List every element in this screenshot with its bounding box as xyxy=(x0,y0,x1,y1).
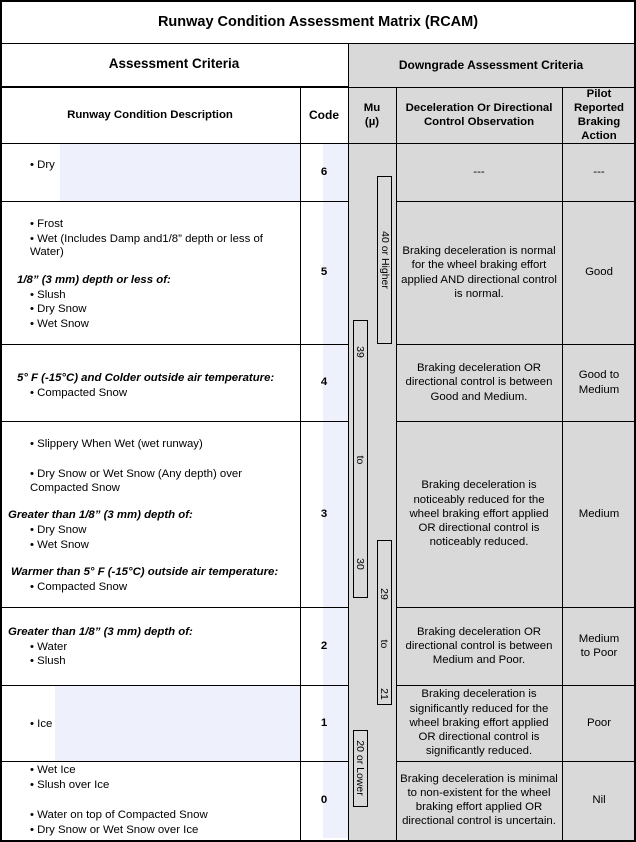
row-3-item: • Slippery When Wet (wet runway) xyxy=(30,438,203,450)
column-header-description: Runway Condition Description xyxy=(67,108,233,121)
mu-lowest-label: 20 or Lower xyxy=(354,740,366,796)
row-3-item: Compacted Snow xyxy=(30,482,120,494)
row-5-heading: 1/8” (3 mm) depth or less of: xyxy=(17,274,171,286)
row-2-pilot: Medium to Poor xyxy=(578,632,620,659)
row-0-item: • Slush over Ice xyxy=(30,779,110,791)
row-2-item: • Water xyxy=(30,641,68,653)
row-3-deceleration: Braking deceleration is noticeably reduced for the wheel braking effort applied OR directional control is noticeably reduced. xyxy=(409,479,549,549)
row-5-item: Water) xyxy=(30,246,64,258)
row-2-deceleration: Braking deceleration OR directional control is between Medium and Poor. xyxy=(405,625,553,667)
mu-mid-to-label: to xyxy=(354,455,366,465)
row-0-item: • Wet Ice xyxy=(30,764,76,776)
row-6-pilot: --- xyxy=(593,166,605,179)
row-3-code: 3 xyxy=(320,507,328,520)
column-header-code: Code xyxy=(309,107,339,122)
row-5-item: • Slush xyxy=(30,289,66,301)
row-5-item: • Wet Snow xyxy=(30,318,89,330)
row-0-code: 0 xyxy=(320,793,328,806)
mu-high-label: 40 or Higher xyxy=(379,231,391,289)
row-1-item: • Ice xyxy=(30,718,53,730)
row-5-item: • Wet (Includes Damp and1/8” depth or less of xyxy=(30,233,263,245)
row-3-heading: Greater than 1/8” (3 mm) depth of: xyxy=(8,509,193,521)
mu-mid-top-label: 39 xyxy=(354,346,366,358)
row-4-item: • Compacted Snow xyxy=(30,387,128,399)
mu-label: Mu xyxy=(363,101,381,114)
mu-symbol: (µ) xyxy=(364,116,380,128)
column-header-mu xyxy=(348,87,396,143)
assessment-criteria-header: Assessment Criteria xyxy=(108,56,240,72)
row-3-item: • Wet Snow xyxy=(30,539,89,551)
row-3-item: • Dry Snow or Wet Snow (Any depth) over xyxy=(30,468,243,480)
row-6-item: • Dry xyxy=(30,159,55,171)
row-4-heading: 5° F (-15°C) and Colder outside air temperature: xyxy=(17,372,275,384)
row-3-heading: Warmer than 5° F (-15°C) outside air temperature: xyxy=(11,566,279,578)
page-title: Runway Condition Assessment Matrix (RCAM) xyxy=(157,14,479,31)
row-1-code: 1 xyxy=(320,716,328,729)
row-1-deceleration: Braking deceleration is significantly reduced for the wheel braking effort applied OR directional control is significantly reduced. xyxy=(409,688,549,758)
row-0-pilot: Nil xyxy=(592,793,606,806)
row-1-pilot: Poor xyxy=(586,716,612,729)
row-0-deceleration: Braking deceleration is minimal to non-existent for the wheel braking effort applied OR directional control is uncertain. xyxy=(400,772,558,828)
mu-low-top-label: 29 xyxy=(378,588,390,600)
downgrade-criteria-header: Downgrade Assessment Criteria xyxy=(398,57,584,72)
row-5-item: • Dry Snow xyxy=(30,303,87,315)
column-header-deceleration: Deceleration Or Directional Control Observation xyxy=(405,101,553,128)
mu-low-to-label: to xyxy=(378,639,390,649)
row-4-deceleration: Braking deceleration OR directional control is between Good and Medium. xyxy=(405,362,553,403)
column-header-pilot: Pilot Reported Braking Action xyxy=(574,87,624,143)
row-2-heading: Greater than 1/8” (3 mm) depth of: xyxy=(8,626,193,638)
row-0-item: • Dry Snow or Wet Snow over Ice xyxy=(30,824,199,836)
row-3-item: • Dry Snow xyxy=(30,524,87,536)
row-5-deceleration: Braking deceleration is normal for the wheel braking effort applied AND directional control is normal. xyxy=(401,245,557,300)
row-5-pilot: Good xyxy=(585,266,613,279)
row-0-item: • Water on top of Compacted Snow xyxy=(30,809,208,821)
row-6-code: 6 xyxy=(320,166,328,179)
row-5-code: 5 xyxy=(320,266,328,279)
row-4-pilot: Good to Medium xyxy=(578,369,620,396)
row-6-deceleration: --- xyxy=(473,166,485,179)
row-2-item: • Slush xyxy=(30,655,66,667)
row-3-pilot: Medium xyxy=(578,507,620,520)
row-3-item: • Compacted Snow xyxy=(30,581,128,593)
row-5-item: • Frost xyxy=(30,218,64,230)
row-2-code: 2 xyxy=(320,639,328,652)
mu-mid-bottom-label: 30 xyxy=(354,558,366,570)
row-4-code: 4 xyxy=(320,376,328,389)
mu-low-bottom-label: 21 xyxy=(378,688,390,700)
